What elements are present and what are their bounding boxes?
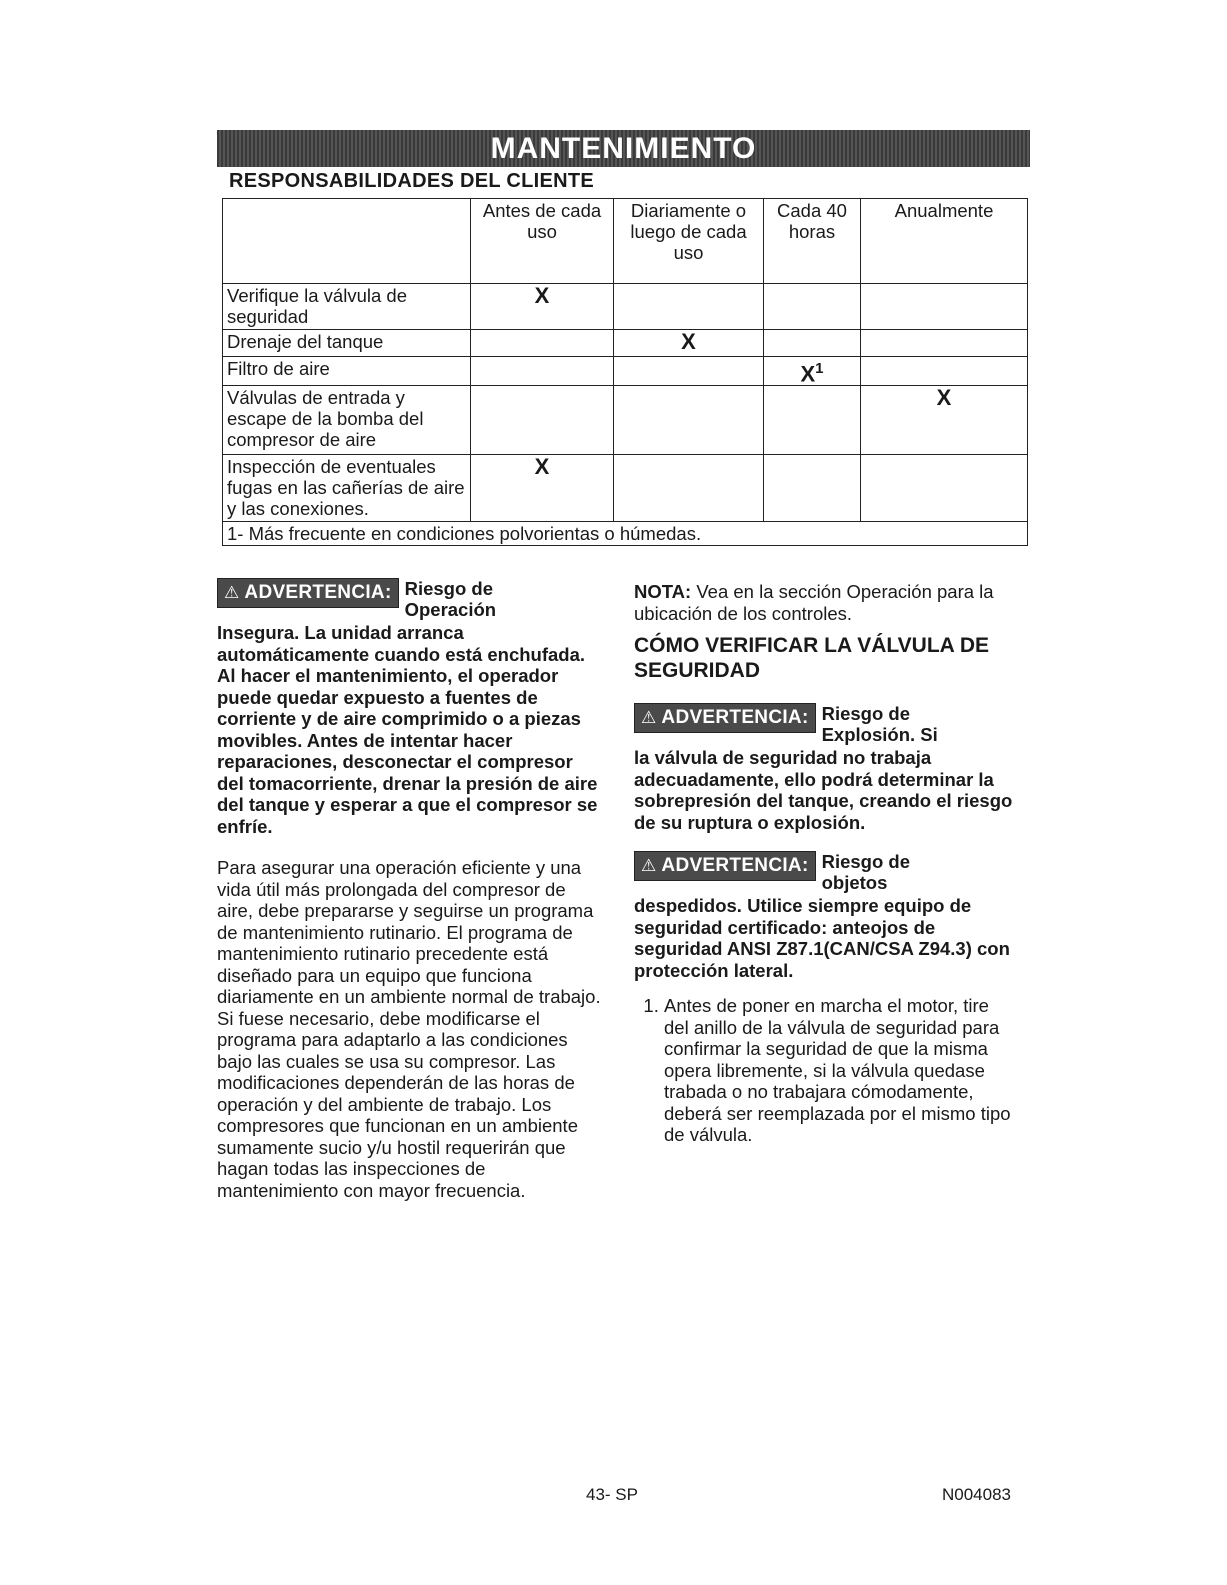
row-mark [764,386,861,455]
banner-title: MANTENIMIENTO [490,131,757,165]
row-mark [764,284,861,330]
warning-header [634,703,1014,745]
row-mark: X [471,284,614,330]
warning-side-text: Riesgo de objetos [821,851,911,893]
row-label: Inspección de eventuales fugas en las cañerías de aire y las conexiones. [223,455,471,522]
row-mark [614,357,764,386]
warning-text: Insegura. La unidad arranca automáticamente cuando está enchufada. Al hacer el mantenimiento, el operador puede quedar expuesto a fuentes de corriente y de aire comprimido o a piezas movibles. Antes de intentar hacer reparaciones, desconectar el compresor del tomacorriente, drenar la presión de aire del tanque y esperar a que el compresor se enfríe. [217,622,598,837]
table-header: Diariamente o luego de cada uso [614,199,764,284]
warning-text: despedidos. Utilice siempre equipo de seguridad certificado: anteojos de seguridad ANSI Z87.1(CAN/CSA Z94.3) con protección lateral. [634,895,1010,981]
row-mark [764,330,861,357]
row-mark [861,455,1028,522]
warning-triangle-icon: ⚠ [641,856,657,875]
table-header: Antes de cada uso [471,199,614,284]
table-header: Anualmente [861,199,1028,284]
warning-side-text: Riesgo de Operación [404,578,497,620]
row-mark: X [800,361,816,387]
warning-header [634,851,1014,893]
note-label: NOTA: [634,581,692,602]
table-row [223,357,1028,386]
row-mark: X [861,386,1028,455]
warning-badge [634,703,816,733]
maintenance-table [222,198,1028,546]
row-mark [764,455,861,522]
row-mark [471,330,614,357]
section-heading: CÓMO VERIFICAR LA VÁLVULA DE SEGURIDAD [634,634,990,682]
table-row [223,284,1028,330]
footnote-ref: 1 [815,360,824,377]
warning-side-text: Riesgo de Explosión. Si [821,703,938,745]
warning-header [217,578,602,620]
section-title: RESPONSABILIDADES DEL CLIENTE [229,170,595,192]
warning-label: ADVERTENCIA: [244,582,392,603]
table-header-empty [223,199,471,284]
row-mark: X [614,330,764,357]
note-text: Vea en la sección Operación para la ubicación de los controles. [634,581,994,624]
note [634,581,1014,624]
row-mark [614,455,764,522]
warning-text: la válvula de seguridad no trabaja adecuadamente, ello podrá determinar la sobrepresión del tanque, creando el riesgo de su ruptura o explosión. [634,747,1013,833]
table-header: Cada 40 horas [764,199,861,284]
table-footnote-row [223,522,1028,546]
steps-list [634,995,1014,1146]
warning-badge [634,851,816,881]
maintenance-paragraph: Para asegurar una operación eficiente y una vida útil más prolongada del compresor de aire, debe prepararse y seguirse un programa de mantenimiento rutinario. El programa de mantenimiento rutinario precedente está diseñado para un equipo que funciona diariamente en un ambiente normal de trabajo. Si fuese necesario, debe modificarse el programa para adaptarlo a las condiciones bajo las cuales se usa su compresor. Las modificaciones dependerán de las horas de operación y del ambiente de trabajo. Los compresores que funcionan en un ambiente sumamente sucio y/u hostil requerirán que hagan todas las inspecciones de mantenimiento con mayor frecuencia. [217,857,601,1201]
warning-label: ADVERTENCIA: [661,707,809,728]
row-mark [471,357,614,386]
warning-triangle-icon: ⚠ [224,583,240,602]
row-mark [614,386,764,455]
row-mark-with-footnote [764,357,861,386]
warning-label: ADVERTENCIA: [661,855,809,876]
row-mark [861,284,1028,330]
section-banner [217,130,1030,167]
right-column [634,581,1014,1146]
row-mark: X [471,455,614,522]
table-header-row [223,199,1028,284]
document-code: N004083 [942,1485,1012,1504]
left-column [217,578,602,1201]
row-label: Verifique la válvula de seguridad [223,284,471,330]
row-mark [861,330,1028,357]
row-label: Filtro de aire [223,357,471,386]
table-row [223,455,1028,522]
table-row [223,386,1028,455]
row-mark [861,357,1028,386]
table-row [223,330,1028,357]
page-number: 43- SP [586,1485,638,1504]
step-item: 1. Antes de poner en marcha el motor, tire del anillo de la válvula de seguridad para confirmar la seguridad de que la misma opera libremente, si la válvula quedase trabada o no trabajara cómodamente, deberá ser reemplazada por el mismo tipo de válvula. [664,995,1014,1146]
table-footnote: 1- Más frecuente en condiciones polvorientas o húmedas. [223,522,1028,546]
row-mark [471,386,614,455]
row-label: Drenaje del tanque [223,330,471,357]
warning-triangle-icon: ⚠ [641,708,657,727]
row-label: Válvulas de entrada y escape de la bomba del compresor de aire [223,386,471,455]
row-mark [614,284,764,330]
warning-badge [217,578,399,608]
